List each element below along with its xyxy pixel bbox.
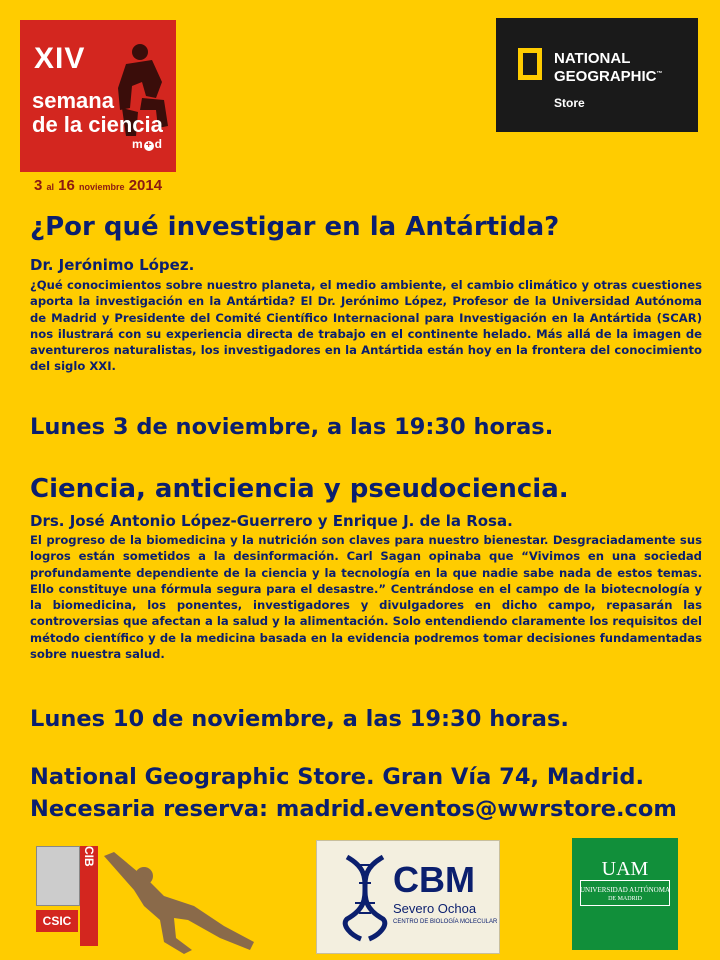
uam-monogram: UAM: [601, 858, 649, 880]
uam-logo: [572, 838, 678, 950]
semana-edition: XIV: [34, 42, 86, 75]
event-2-datetime: Lunes 10 de noviembre, a las 19:30 horas.: [30, 706, 569, 732]
reservation-email[interactable]: Necesaria reserva: madrid.eventos@wwrstore.com: [30, 796, 677, 822]
cib-label: CIB: [80, 846, 98, 946]
event-1-description: ¿Qué conocimientos sobre nuestro planeta, el medio ambiente, el cambio climático y otras cuestiones aporta la investigación en la Antártida? El Dr. Jerónimo López, Profesor de la Universidad Autónoma de Madrid y Presidente del Comité Científico Internacional para Investigación en la Antártida (SCAR) nos ilustrará con su experiencia directa de trabajo en el continente helado. Más allá de la imagen de aventureros naturalistas, los investigadores en la Antártida están hoy en la frontera del conocimiento del siglo XXI.: [30, 278, 702, 374]
event-1-datetime: Lunes 3 de noviembre, a las 19:30 horas.: [30, 414, 554, 440]
event-1-speaker: Dr. Jerónimo López.: [30, 256, 195, 274]
natgeo-line1: NATIONAL: [554, 50, 631, 67]
uam-line1: UNIVERSIDAD AUTÓNOMA: [579, 886, 671, 894]
bronze-runner-sculpture-icon: [104, 846, 264, 956]
event-2-title: Ciencia, anticiencia y pseudociencia.: [30, 474, 569, 504]
csic-emblem-icon: [36, 846, 80, 906]
event-1-title: ¿Por qué investigar en la Antártida?: [30, 212, 560, 242]
event-2-description: El progreso de la biomedicina y la nutrición son claves para nuestro bienestar. Desgraciadamente sus logros están sometidos a la desinformación. Carl Sagan opinaba que “Vivimos en una sociedad profundamente dependiente de la ciencia y la tecnología en la que nadie sabe nada de estos temas. Ello constituye una fórmula segura para el desastre.” Centrándose en el campo de la biotecnología y la biomedicina, los ponentes, investigadores y divulgadores en dicho campo, repasarán las controversias que afectan a la salud y la alimentación. Solo entendiendo claramente los requisitos del método científico y de la medicina basada en la evidencia podremos tomar decisiones fundamentadas sobre nuestra salud.: [30, 533, 702, 662]
national-geographic-store-logo: [496, 18, 698, 132]
dna-helix-icon: [339, 853, 391, 943]
venue-address: National Geographic Store. Gran Vía 74, Madrid.: [30, 764, 644, 790]
uam-line2: DE MADRID: [608, 896, 642, 902]
semana-dates: 3 al 16 noviembre 2014: [20, 172, 176, 200]
event-2-speaker: Drs. José Antonio López-Guerrero y Enrique J. de la Rosa.: [30, 512, 513, 530]
semana-ciencia-logo: [20, 20, 176, 200]
csic-cib-logo: [36, 846, 100, 950]
cbm-subtitle: Severo Ochoa: [393, 901, 477, 916]
madrid-mark: m + d: [132, 137, 163, 151]
natgeo-store: Store: [554, 96, 585, 110]
semana-line1: semana: [32, 88, 114, 113]
semana-line2: de la ciencia: [32, 112, 163, 137]
cbm-title: CBM: [393, 859, 475, 900]
natgeo-line2: GEOGRAPHIC™: [554, 68, 663, 85]
cbm-center: CENTRO DE BIOLOGÍA MOLECULAR: [393, 919, 498, 925]
cbm-severo-ochoa-logo: [316, 840, 500, 954]
csic-label: CSIC: [36, 910, 78, 932]
yellow-frame-icon: [518, 48, 542, 80]
